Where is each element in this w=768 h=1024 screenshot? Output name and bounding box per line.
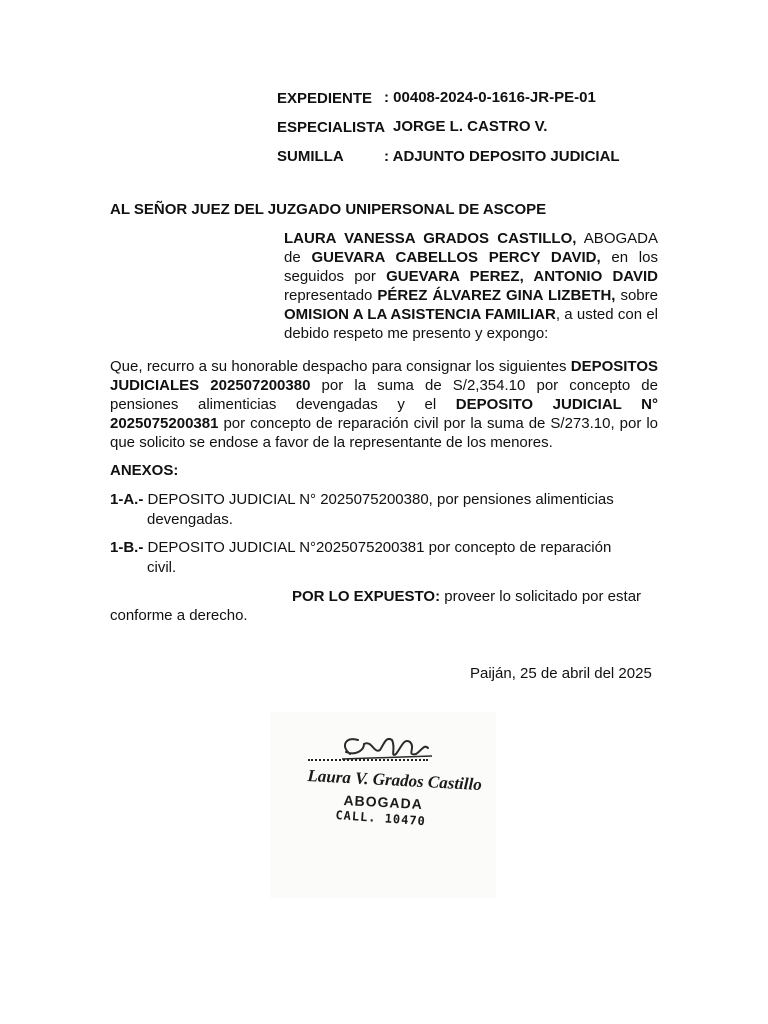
especialista-label: ESPECIALISTA: [277, 119, 386, 136]
intro-paragraph: [284, 229, 658, 343]
closing-line-2: conforme a derecho.: [110, 607, 248, 624]
anexo-code: 1-B.-: [110, 539, 144, 556]
closing-bold: POR LO EXPUESTO:: [292, 588, 441, 605]
client-name: GUEVARA CABELLOS PERCY DAVID,: [311, 249, 601, 266]
body-text: Que, recurro a su honorable despacho para consignar los siguientes: [110, 358, 571, 375]
body-text: por la suma de S/2,354.10 por concepto de pensiones alimenticias devengadas y el: [110, 377, 658, 413]
stamp-name: Laura V. Grados Castillo: [307, 766, 483, 795]
anexo-text: DEPOSITO JUDICIAL N°2025075200381 por concepto de reparación: [143, 539, 612, 556]
stamp-title: ABOGADA: [343, 792, 424, 813]
stamp-registration: CALL. 10470: [335, 808, 427, 829]
anexos-title: ANEXOS:: [110, 462, 179, 479]
body-paragraph: [110, 357, 658, 452]
intro-text: ABOGADA de: [284, 230, 658, 266]
especialista-value: JORGE L. CASTRO V.: [393, 118, 548, 135]
party-name: GUEVARA PEREZ, ANTONIO DAVID: [386, 268, 658, 285]
intro-text: representado: [284, 287, 378, 304]
anexo-text: DEPOSITO JUDICIAL N° 2025075200380, por pensiones alimenticias: [143, 491, 614, 508]
body-text: por concepto de reparación civil por la suma de S/273.10, por lo que solicito se endose a favor de la representante de los menores.: [110, 415, 658, 451]
anexo-item-1b: [110, 538, 611, 557]
addressee: AL SEÑOR JUEZ DEL JUZGADO UNIPERSONAL DE ASCOPE: [110, 201, 547, 218]
deposit-1: DEPOSITOS JUDICIALES 202507200380: [110, 358, 658, 394]
sumilla-value: : ADJUNTO DEPOSITO JUDICIAL: [384, 148, 620, 165]
sumilla-label: SUMILLA: [277, 148, 344, 165]
intro-text: , a usted con el debido respeto me presento y expongo:: [284, 306, 658, 342]
intro-text: sobre: [615, 287, 658, 304]
signature-line: [308, 759, 428, 761]
expediente-value: : 00408-2024-0-1616-JR-PE-01: [384, 89, 596, 106]
intro-text: en los seguidos por: [284, 249, 658, 285]
matter: OMISION A LA ASISTENCIA FAMILIAR: [284, 306, 556, 323]
lawyer-name: LAURA VANESSA GRADOS CASTILLO,: [284, 230, 577, 247]
expediente-label: EXPEDIENTE: [277, 90, 373, 107]
anexo-item-1b-cont: civil.: [147, 559, 177, 576]
deposit-2: DEPOSITO JUDICIAL N° 2025075200381: [110, 396, 658, 432]
signature-scribble: [336, 732, 436, 768]
anexo-item-1a: [110, 490, 614, 509]
closing-text: proveer lo solicitado por estar: [440, 588, 642, 605]
representative-name: PÉREZ ÁLVAREZ GINA LIZBETH,: [377, 287, 616, 304]
closing-line: [292, 587, 641, 606]
anexo-code: 1-A.-: [110, 491, 144, 508]
anexo-item-1a-cont: devengadas.: [147, 511, 233, 528]
date: Paiján, 25 de abril del 2025: [470, 665, 652, 682]
signature-stamp: [270, 712, 496, 898]
